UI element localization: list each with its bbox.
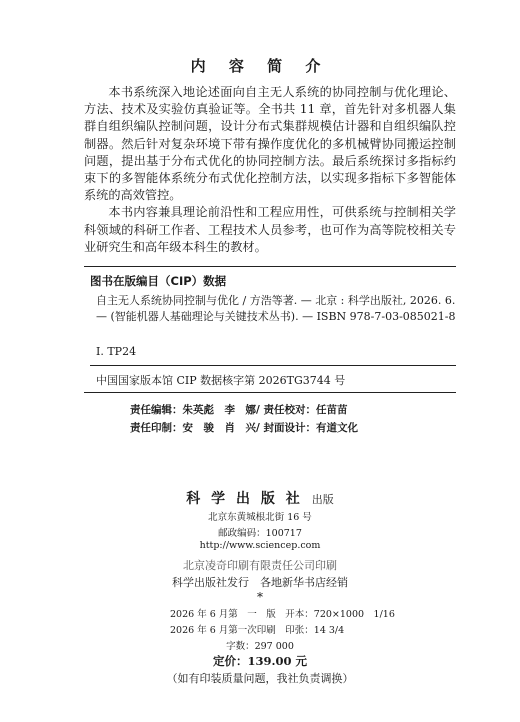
- distribution-line: 科学出版社发行 各地新华书店经销: [172, 576, 348, 589]
- edition-line: 2026 年 6 月第 一 版 开本：720×1000 1/16: [170, 609, 395, 620]
- price-line: [0, 653, 520, 669]
- intro-title: 内 容 简 介: [190, 57, 330, 75]
- staff-line-editors: [130, 402, 348, 417]
- publisher-postcode: 邮政编码：100717: [218, 528, 302, 539]
- staff-label: 责任编辑：: [130, 404, 183, 416]
- staff-line-production: [130, 420, 358, 435]
- divider: [84, 392, 456, 393]
- intro-paragraph: 本书内容兼具理论前沿性和工程应用性，可供系统与控制相关学科领域的科研工作者、工程技术人员参考，也可作为高等院校相关专业研究生和高年级本科生的教材。: [84, 205, 456, 254]
- price-value: 139.00 元: [247, 654, 308, 668]
- staff-label: 责任印制：: [130, 422, 183, 434]
- notice-line: （如有印装质量问题，我社负责调换）: [166, 672, 354, 685]
- publisher-address: 北京东黄城根北街 16 号: [208, 512, 312, 523]
- publisher-line: [0, 488, 520, 508]
- publisher-logo: 科 学 出 版 社: [186, 491, 303, 507]
- staff-names: 安 骏 肖 兴: [182, 422, 256, 434]
- staff-names: 有道文化: [316, 422, 358, 434]
- cip-verification: 中国国家版本馆 CIP 数据核字第 2026TG3744 号: [96, 374, 346, 387]
- printer-line: 北京凌奇印刷有限责任公司印刷: [183, 559, 337, 572]
- publisher-word: 出版: [311, 493, 334, 506]
- publisher-website: http://www.sciencep.com: [199, 540, 321, 551]
- staff-label: / 封面设计：: [256, 422, 316, 434]
- staff-names: 任苗苗: [316, 404, 348, 416]
- intro-paragraph: 本书系统深入地论述面向自主无人系统的协同控制与优化理论、方法、技术及实验仿真验证等。全书共 11 章，首先针对多机器人集群自组织编队控制问题，设计分布式集群规模估计器和自组织编队控制器。然后针对复杂环境下带有操作度优化的多机械臂协同搬运控制问题，提出基于分布式优化的协同控制方法。最后系统探讨多指标约束下的多智能体系统分布式优化控制方法，以实现多指标下多智能体系统的高效管控。: [84, 85, 456, 203]
- staff-label: / 责任校对：: [256, 404, 316, 416]
- intro-body: [84, 84, 456, 256]
- separator-star: *: [257, 590, 263, 604]
- price-label: 定价：: [212, 654, 248, 668]
- wordcount-line: 字数：297 000: [226, 641, 294, 652]
- staff-names: 朱英彪 李 娜: [182, 404, 256, 416]
- divider: [90, 365, 456, 366]
- cip-heading: 图书在版编目（CIP）数据: [90, 274, 227, 288]
- printing-line: 2026 年 6 月第一次印刷 印张：14 3/4: [170, 625, 345, 636]
- cip-record: 自主无人系统协同控制与优化 / 方浩等著. — 北京 : 科学出版社, 2026. 6. — (智能机器人基础理论与关键技术丛书). — ISBN 978-7-03-085021-8: [96, 294, 456, 323]
- cip-classification: Ⅰ. TP24: [96, 345, 137, 358]
- divider: [84, 266, 456, 267]
